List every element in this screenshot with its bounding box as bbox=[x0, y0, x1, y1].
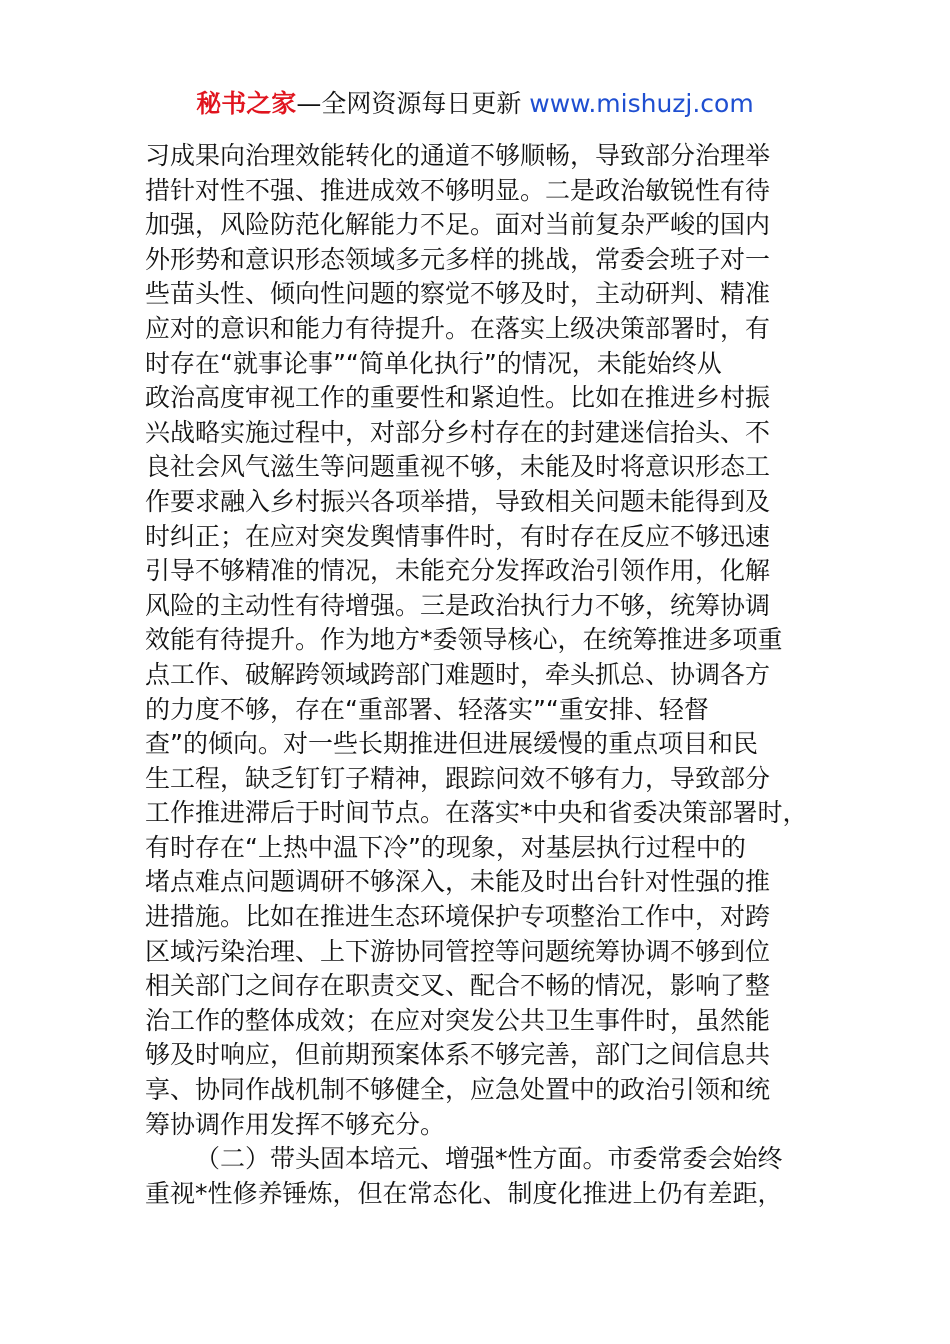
text-line: 堵点难点问题调研不够深入，未能及时出台针对性强的推 bbox=[145, 867, 771, 897]
text-line: 时存在“就事论事”“简单化执行”的情况，未能始终从 bbox=[145, 348, 722, 378]
text-line: 的力度不够，存在“重部署、轻落实”“重安排、轻督 bbox=[145, 694, 709, 724]
text-line: 重视*性修养锤炼，但在常态化、制度化推进上仍有差距， bbox=[145, 1178, 783, 1208]
text-line: 效能有待提升。作为地方*委领导核心，在统筹推进多项重 bbox=[145, 625, 783, 655]
text-line: 措针对性不强、推进成效不够明显。二是政治敏锐性有待 bbox=[145, 175, 771, 205]
text-line: 些苗头性、倾向性问题的察觉不够及时，主动研判、精准 bbox=[145, 279, 771, 309]
text-line: 风险的主动性有待增强。三是政治执行力不够，统筹协调 bbox=[145, 590, 771, 620]
text-line: 享、协同作战机制不够健全，应急处置中的政治引领和统 bbox=[145, 1075, 771, 1105]
text-line: 外形势和意识形态领域多元多样的挑战，常委会班子对一 bbox=[145, 244, 771, 274]
text-line: 有时存在“上热中温下冷”的现象，对基层执行过程中的 bbox=[145, 832, 746, 862]
section-heading-line: （二）带头固本培元、增强*性方面。市委常委会始终 bbox=[195, 1144, 783, 1174]
text-line: 引导不够精准的情况，未能充分发挥政治引领作用，化解 bbox=[145, 556, 771, 586]
header-tagline: —全网资源每日更新 bbox=[296, 89, 522, 118]
text-line: 加强，风险防范化解能力不足。面对当前复杂严峻的国内 bbox=[145, 210, 771, 240]
text-line: 够及时响应，但前期预案体系不够完善，部门之间信息共 bbox=[145, 1040, 771, 1070]
text-line: 查”的倾向。对一些长期推进但进展缓慢的重点项目和民 bbox=[145, 729, 758, 759]
text-line: 习成果向治理效能转化的通道不够顺畅，导致部分治理举 bbox=[145, 141, 771, 170]
text-line: 点工作、破解跨领域跨部门难题时，牵头抓总、协调各方 bbox=[145, 659, 771, 689]
text-line: 生工程，缺乏钉钉子精神，跟踪问效不够有力，导致部分 bbox=[145, 763, 771, 793]
text-line: 筹协调作用发挥不够充分。 bbox=[145, 1109, 446, 1139]
text-line: 兴战略实施过程中，对部分乡村存在的封建迷信抬头、不 bbox=[145, 417, 771, 447]
text-line: 良社会风气滋生等问题重视不够，未能及时将意识形态工 bbox=[145, 452, 771, 482]
text-line: 治工作的整体成效；在应对突发公共卫生事件时，虽然能 bbox=[145, 1005, 771, 1035]
text-line: 应对的意识和能力有待提升。在落实上级决策部署时，有 bbox=[145, 313, 771, 343]
text-line: 相关部门之间存在职责交叉、配合不畅的情况，影响了整 bbox=[145, 971, 771, 1001]
text-line: 进措施。比如在推进生态环境保护专项整治工作中，对跨 bbox=[145, 902, 771, 932]
website-link[interactable]: www.mishuzj.com bbox=[529, 89, 754, 118]
text-line: 作要求融入乡村振兴各项举措，导致相关问题未能得到及 bbox=[145, 486, 771, 516]
site-header bbox=[0, 86, 950, 122]
document-body bbox=[145, 139, 835, 1211]
brand-name: 秘书之家 bbox=[196, 89, 297, 118]
text-line: 时纠正；在应对突发舆情事件时，有时存在反应不够迅速 bbox=[145, 521, 771, 551]
text-line: 区域污染治理、上下游协同管控等问题统筹协调不够到位 bbox=[145, 936, 771, 966]
text-line: 工作推进滞后于时间节点。在落实*中央和省委决策部署时， bbox=[145, 798, 808, 828]
text-line: 政治高度审视工作的重要性和紧迫性。比如在推进乡村振 bbox=[145, 383, 771, 413]
